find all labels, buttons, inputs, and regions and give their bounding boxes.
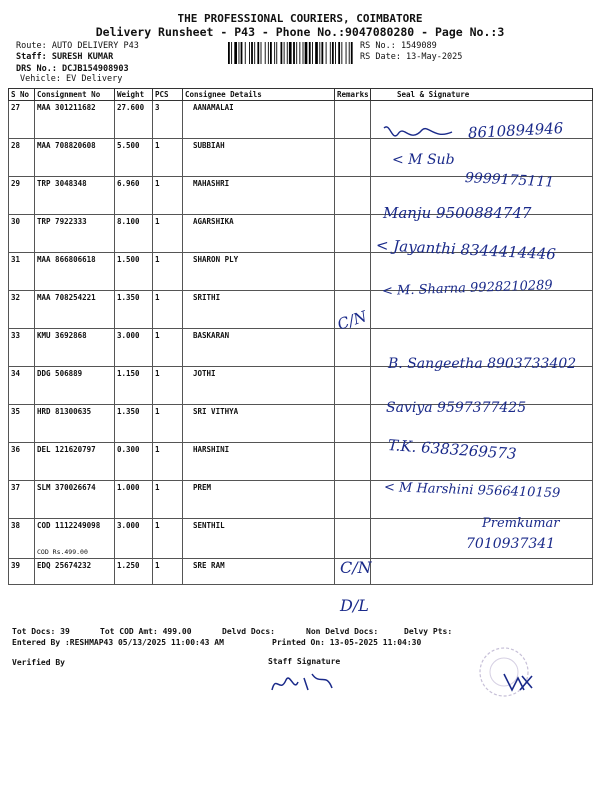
delivered-docs: Delvd Docs: xyxy=(222,627,275,636)
cell-consignee xyxy=(183,253,335,291)
cell-pcs-text: 1 xyxy=(155,293,160,302)
cell-weight-text: 27.600 xyxy=(117,103,145,112)
col-consignment: Consignment No xyxy=(35,89,115,101)
drs-number: DRS No.: DCJB154908903 xyxy=(16,64,129,74)
cell-remarks xyxy=(335,329,371,367)
cell-sno-text: 39 xyxy=(11,561,21,570)
barcode-bar xyxy=(341,42,342,64)
cell-sno xyxy=(9,443,35,481)
cell-pcs-text: 1 xyxy=(155,561,160,570)
staff-signature-label: Staff Signature xyxy=(268,657,341,666)
cell-pcs xyxy=(153,101,183,139)
barcode-bar xyxy=(293,42,295,64)
barcode-bar xyxy=(245,42,246,64)
cell-signature xyxy=(371,367,593,405)
cell-sno xyxy=(9,367,35,405)
barcode-bar xyxy=(289,42,292,64)
cell-remarks xyxy=(335,443,371,481)
cell-pcs-text: 1 xyxy=(155,521,160,530)
cell-sno xyxy=(9,253,35,291)
staff-info: Staff: SURESH KUMAR xyxy=(16,52,114,62)
handwriting-s31: < Jayanthi 8344414446 xyxy=(375,236,557,264)
cell-consignee-text: SRITHI xyxy=(193,293,221,302)
cell-consignment-no xyxy=(35,253,115,291)
barcode-bar xyxy=(228,42,230,64)
cell-sno-text: 28 xyxy=(11,141,21,150)
verified-by: Verified By xyxy=(12,658,65,667)
cell-weight xyxy=(115,559,153,585)
cell-consignee-text: AANAMALAI xyxy=(193,103,234,112)
cell-weight xyxy=(115,443,153,481)
cell-pcs xyxy=(153,481,183,519)
cell-consignment-no xyxy=(35,329,115,367)
cell-weight-text: 1.250 xyxy=(117,561,140,570)
cell-consignee xyxy=(183,443,335,481)
cell-consignment-no-text: MAA 708820608 xyxy=(37,141,96,150)
cell-signature xyxy=(371,559,593,585)
cell-weight-text: 8.100 xyxy=(117,217,140,226)
barcode-bar xyxy=(265,42,266,64)
cell-consignment-no xyxy=(35,519,115,559)
cell-weight-text: 1.350 xyxy=(117,293,140,302)
cell-consignee xyxy=(183,329,335,367)
runsheet-title: Delivery Runsheet - P43 - Phone No.:9047080280 - Page No.:3 xyxy=(95,25,505,39)
col-consignee: Consignee Details xyxy=(183,89,335,101)
cell-consignment-no-text: KMU 3692868 xyxy=(37,331,87,340)
barcode-bar xyxy=(309,42,311,64)
cell-sno xyxy=(9,519,35,559)
cell-pcs xyxy=(153,367,183,405)
cell-sno xyxy=(9,405,35,443)
barcode-bar xyxy=(239,42,240,64)
cell-consignee-text: SRE RAM xyxy=(193,561,225,570)
barcode-image xyxy=(228,42,356,64)
cell-pcs-text: 1 xyxy=(155,217,160,226)
barcode-bar xyxy=(257,42,259,64)
barcode-bar xyxy=(349,42,350,64)
cell-weight-text: 6.960 xyxy=(117,179,140,188)
cell-pcs xyxy=(153,559,183,585)
cell-consignee xyxy=(183,481,335,519)
rs-date: RS Date: 13-May-2025 xyxy=(360,52,463,62)
barcode-bar xyxy=(274,42,275,64)
cell-remarks xyxy=(335,139,371,177)
cell-sno xyxy=(9,481,35,519)
cell-consignment-no-text: MAA 708254221 xyxy=(37,293,96,302)
cell-sno-text: 34 xyxy=(11,369,21,378)
cell-remarks xyxy=(335,405,371,443)
remark-row-38: C/N xyxy=(340,558,372,577)
barcode-bar xyxy=(287,42,288,64)
cell-consignee-text: SUBBIAH xyxy=(193,141,225,150)
cell-consignee-text: BASKARAN xyxy=(193,331,230,340)
printed-on: Printed On: 13-05-2025 11:04:30 xyxy=(272,638,422,647)
barcode-bar xyxy=(315,42,318,64)
vehicle-info: Vehicle: EV Delivery xyxy=(20,74,123,84)
cell-weight xyxy=(115,253,153,291)
barcode-bar xyxy=(305,42,308,64)
company-name: THE PROFESSIONAL COURIERS, COIMBATORE xyxy=(177,12,423,25)
cell-weight xyxy=(115,291,153,329)
cell-consignee-text: SENTHIL xyxy=(193,521,225,530)
non-delivered-docs: Non Delvd Docs: xyxy=(306,627,379,636)
cell-pcs-text: 1 xyxy=(155,179,160,188)
cell-pcs xyxy=(153,443,183,481)
cell-consignee-text: HARSHINI xyxy=(193,445,230,454)
cell-remarks xyxy=(335,215,371,253)
cell-sno xyxy=(9,139,35,177)
receiver-initials xyxy=(500,668,536,696)
barcode-bar xyxy=(276,42,277,64)
barcode-bar xyxy=(268,42,269,64)
cell-consignment-no-text: COD 1112249098 xyxy=(37,521,101,530)
cell-consignment-no-text: MAA 866806618 xyxy=(37,255,96,264)
col-remarks: Remarks xyxy=(335,89,371,101)
cell-weight xyxy=(115,481,153,519)
cell-sno-text: 35 xyxy=(11,407,21,416)
runsheet-table xyxy=(8,88,593,585)
cell-consignment-no-text: TRP 3048348 xyxy=(37,179,87,188)
table-row xyxy=(9,559,593,585)
cell-sno xyxy=(9,329,35,367)
cell-pcs xyxy=(153,519,183,559)
cell-weight xyxy=(115,329,153,367)
handwriting-s29: 9999175111 xyxy=(464,170,555,191)
cell-weight-text: 1.500 xyxy=(117,255,140,264)
cell-weight xyxy=(115,215,153,253)
cell-sno-text: 30 xyxy=(11,217,21,226)
rs-number: RS No.: 1549089 xyxy=(360,41,437,51)
cell-sno xyxy=(9,101,35,139)
col-sno: S No xyxy=(9,89,35,101)
barcode-bar xyxy=(312,42,313,64)
cell-sno xyxy=(9,559,35,585)
cell-weight-text: 0.300 xyxy=(117,445,140,454)
cell-pcs xyxy=(153,405,183,443)
cell-remarks xyxy=(335,101,371,139)
cell-weight-text: 3.000 xyxy=(117,331,140,340)
barcode-bar xyxy=(251,42,253,64)
cell-pcs-text: 1 xyxy=(155,369,160,378)
cell-sno xyxy=(9,291,35,329)
cell-consignee xyxy=(183,139,335,177)
barcode-bar xyxy=(254,42,255,64)
staff-signature-mark xyxy=(268,668,344,698)
cell-consignment-no-text: DDG 506889 xyxy=(37,369,83,378)
handwriting-s33: B. Sangeetha 8903733402 xyxy=(388,356,577,372)
total-docs: Tot Docs: 39 xyxy=(12,627,70,636)
cell-weight xyxy=(115,139,153,177)
cod-amount: COD Rs.499.00 xyxy=(37,548,88,556)
cell-consignment-no-text: SLM 370026674 xyxy=(37,483,96,492)
cell-remarks xyxy=(335,481,371,519)
barcode-bar xyxy=(332,42,334,64)
cell-pcs xyxy=(153,139,183,177)
cell-weight xyxy=(115,519,153,559)
remark-row-32: C/N xyxy=(335,307,369,334)
cell-consignment-no xyxy=(35,291,115,329)
cell-consignee xyxy=(183,367,335,405)
cell-consignment-no-text: HRD 81300635 xyxy=(37,407,92,416)
cell-sno-text: 32 xyxy=(11,293,21,302)
cell-consignee xyxy=(183,519,335,559)
handwriting-s36: < M Harshini 9566410159 xyxy=(383,480,561,502)
cell-remarks xyxy=(335,367,371,405)
barcode-bar xyxy=(261,42,262,64)
handwriting-s34: Saviya 9597377425 xyxy=(386,400,527,416)
cell-pcs xyxy=(153,329,183,367)
cell-sno-text: 36 xyxy=(11,445,21,454)
barcode-bar xyxy=(281,42,283,64)
cell-consignment-no xyxy=(35,559,115,585)
cell-sno xyxy=(9,177,35,215)
signature-row-27 xyxy=(382,120,462,150)
cell-sno xyxy=(9,215,35,253)
cell-consignee-text: AGARSHIKA xyxy=(193,217,234,226)
barcode-bar xyxy=(234,42,237,64)
cell-pcs xyxy=(153,215,183,253)
handwriting-s30: Manju 9500884747 xyxy=(383,204,532,222)
barcode-bar xyxy=(270,42,272,64)
cell-sno-text: 27 xyxy=(11,103,21,112)
barcode-bar xyxy=(346,42,347,64)
barcode-bar xyxy=(241,42,243,64)
signature-scribble xyxy=(382,120,462,146)
cell-weight xyxy=(115,177,153,215)
barcode-bar xyxy=(299,42,300,64)
cell-consignment-no-text: DEL 121620797 xyxy=(37,445,96,454)
barcode-bar xyxy=(330,42,331,64)
cell-pcs-text: 3 xyxy=(155,103,160,112)
cell-weight xyxy=(115,101,153,139)
cell-consignee xyxy=(183,291,335,329)
cell-weight xyxy=(115,405,153,443)
cell-pcs-text: 1 xyxy=(155,483,160,492)
delivery-points: Delvy Pts: xyxy=(404,627,453,636)
remark-row-39: D/L xyxy=(340,596,369,615)
cell-weight-text: 3.000 xyxy=(117,521,140,530)
cell-weight-text: 1.350 xyxy=(117,407,140,416)
cell-weight-text: 1.150 xyxy=(117,369,140,378)
cell-consignment-no xyxy=(35,481,115,519)
cell-sno-text: 29 xyxy=(11,179,21,188)
total-cod: Tot COD Amt: 499.00 xyxy=(100,627,192,636)
barcode-bar xyxy=(231,42,232,64)
route-info: Route: AUTO DELIVERY P43 xyxy=(16,41,139,51)
cell-weight-text: 5.500 xyxy=(117,141,140,150)
table-row xyxy=(9,367,593,405)
cell-consignee-text: SHARON PLY xyxy=(193,255,239,264)
cell-sno-text: 37 xyxy=(11,483,21,492)
cell-consignee-text: JOTHI xyxy=(193,369,216,378)
barcode-bar xyxy=(296,42,297,64)
col-pcs: PCS xyxy=(153,89,183,101)
barcode-bar xyxy=(249,42,250,64)
cell-consignment-no xyxy=(35,177,115,215)
table-row xyxy=(9,291,593,329)
handwriting-s28: < M Sub xyxy=(392,152,455,168)
cell-consignee xyxy=(183,177,335,215)
cell-pcs-text: 1 xyxy=(155,445,160,454)
cell-consignee-text: PREM xyxy=(193,483,212,492)
cell-consignee xyxy=(183,215,335,253)
cell-remarks xyxy=(335,177,371,215)
cell-pcs-text: 1 xyxy=(155,407,160,416)
cell-consignee xyxy=(183,405,335,443)
entered-by: Entered By :RESHMAP43 05/13/2025 11:00:43 AM xyxy=(12,638,224,647)
cell-consignment-no xyxy=(35,443,115,481)
handwriting-s32: < M. Sharna 9928210289 xyxy=(381,278,553,299)
cell-weight-text: 1.000 xyxy=(117,483,140,492)
cell-sno-text: 33 xyxy=(11,331,21,340)
barcode-bar xyxy=(338,42,340,64)
cell-consignment-no-text: MAA 301211682 xyxy=(37,103,96,112)
col-weight: Weight xyxy=(115,89,153,101)
cell-pcs xyxy=(153,253,183,291)
cell-pcs-text: 1 xyxy=(155,331,160,340)
barcode-bar xyxy=(319,42,320,64)
cell-weight xyxy=(115,367,153,405)
cell-consignment-no-text: TRP 7922333 xyxy=(37,217,87,226)
cell-consignment-no xyxy=(35,139,115,177)
cell-pcs-text: 1 xyxy=(155,141,160,150)
barcode-bar xyxy=(335,42,336,64)
barcode-bar xyxy=(326,42,327,64)
cell-consignment-no xyxy=(35,101,115,139)
cell-consignee-text: SRI VITHYA xyxy=(193,407,239,416)
cell-pcs xyxy=(153,291,183,329)
cell-consignee-text: MAHASHRI xyxy=(193,179,230,188)
cell-consignee xyxy=(183,101,335,139)
cell-consignment-no xyxy=(35,367,115,405)
cell-remarks xyxy=(335,253,371,291)
cell-consignee xyxy=(183,559,335,585)
col-signature: Seal & Signature xyxy=(371,89,593,101)
cell-pcs xyxy=(153,177,183,215)
cell-consignment-no-text: EDQ 25674232 xyxy=(37,561,92,570)
cell-remarks xyxy=(335,519,371,559)
handwriting-s35: T.K. 6383269573 xyxy=(387,436,518,463)
cell-consignment-no xyxy=(35,405,115,443)
handwriting-s37b: 7010937341 xyxy=(466,536,556,552)
table-row xyxy=(9,139,593,177)
cell-consignment-no xyxy=(35,215,115,253)
handwriting-s27: 8610894946 xyxy=(467,119,564,142)
cell-sno-text: 31 xyxy=(11,255,21,264)
cell-pcs-text: 1 xyxy=(155,255,160,264)
barcode-bar xyxy=(303,42,304,64)
barcode-bar xyxy=(321,42,323,64)
handwriting-s37a: Premkumar xyxy=(482,516,560,531)
cell-sno-text: 38 xyxy=(11,521,21,530)
barcode-bar xyxy=(351,42,353,64)
barcode-bar xyxy=(284,42,285,64)
table-header-row xyxy=(9,89,593,101)
